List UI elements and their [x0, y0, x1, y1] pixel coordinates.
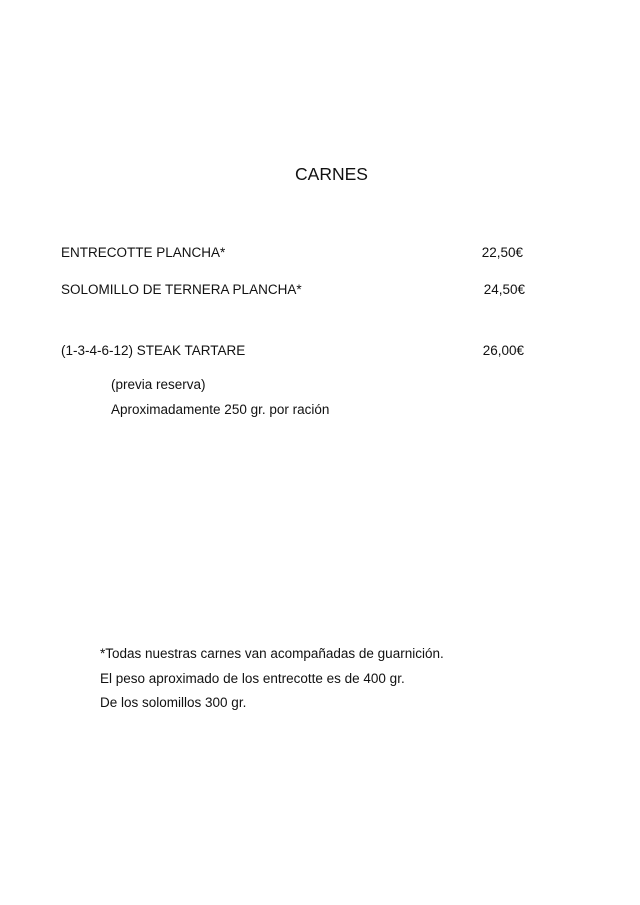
footnote: *Todas nuestras carnes van acompañadas de guarnición.: [100, 646, 444, 661]
menu-item-price: 26,00€: [482, 343, 524, 358]
menu-item-note: Aproximadamente 250 gr. por ración: [111, 402, 330, 417]
footnote: El peso aproximado de los entrecotte es de 400 gr.: [100, 671, 405, 686]
menu-item-note: (previa reserva): [111, 377, 206, 392]
menu-item-price: 22,50€: [481, 245, 523, 260]
menu-item-name: ENTRECOTTE PLANCHA*: [61, 245, 226, 260]
menu-item-name: SOLOMILLO DE TERNERA PLANCHA*: [61, 282, 302, 297]
footnote: De los solomillos 300 gr.: [100, 695, 247, 710]
menu-item-price: 24,50€: [483, 282, 525, 297]
section-title: CARNES: [295, 164, 368, 184]
menu-item-name: (1-3-4-6-12) STEAK TARTARE: [61, 343, 246, 358]
